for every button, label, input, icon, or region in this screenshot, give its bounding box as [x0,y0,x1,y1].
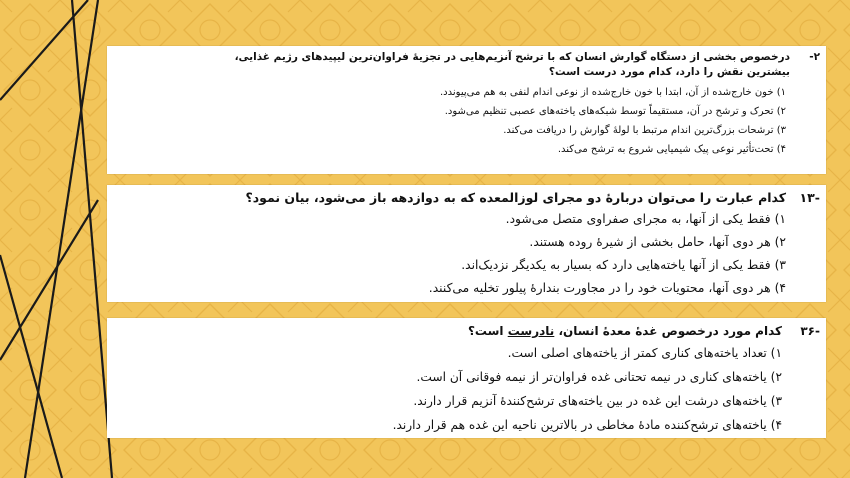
underlined-word: نادرست [507,324,555,338]
question-card-2 [107,46,826,174]
option-2: ۲) یاخته‌های کناری در نیمه تحتانی غده فراوان‌تر از نیمه فوقانی آن است. [416,370,782,384]
question-text: کدام عبارت را می‌توان دربارهٔ دو مجرای لوزالمعده که به دوازدهه باز می‌شود، بیان نمود؟ [245,190,786,205]
question-number: -۳۶ [800,324,820,338]
option-1: ۱) فقط یکی از آنها، به مجرای صفراوی متصل می‌شود. [505,212,786,226]
option-1: ۱) خون خارج‌شده از آن، ابتدا با خون خارج‌شده از نوعی اندام لنفی به هم می‌پیوندد. [440,87,786,98]
question-card-13 [107,185,826,302]
option-3: ۳) یاخته‌های درشت این غده در بین یاخته‌های ترشح‌کنندهٔ آنزیم قرار دارند. [413,394,782,408]
option-3: ۳) فقط یکی از آنها یاخته‌هایی دارد که بسیار به یکدیگر نزدیک‌اند. [461,258,786,272]
option-2: ۲) هر دوی آنها، حامل بخشی از شیرهٔ روده هستند. [529,235,786,249]
option-1: ۱) تعداد یاخته‌های کناری کمتر از یاخته‌های اصلی است. [507,346,782,360]
question-text-start: کدام مورد درخصوص غدهٔ معدهٔ انسان، [554,324,782,338]
question-36-stem [115,321,820,341]
option-3: ۳) ترشحات بزرگ‌ترین اندام مرتبط با لولهٔ گوارش را دریافت می‌کند. [503,125,786,136]
question-number: ۲- [809,51,820,63]
question-text-end: است؟ [467,324,508,338]
option-4: ۴) هر دوی آنها، محتویات خود را در مجاورت بندارهٔ پیلور تخلیه می‌کنند. [428,281,786,295]
question-number: -۱۳ [799,190,820,205]
question-card-36 [107,318,826,438]
option-4: ۴) یاخته‌های ترشح‌کننده مادهٔ مخاطی در بالاترین ناحیه این غده هم قرار دارند. [392,418,782,432]
option-2: ۲) تحرک و ترشح در آن، مستقیماً توسط شبکه‌های یاخته‌های عصبی تنظیم می‌شود. [444,106,786,117]
question-text: درخصوص بخشی از دستگاه گوارش انسان که با ترشح آنزیم‌هایی در تجزیهٔ فراوان‌ترین لیپیدهای رژیم غذایی، [234,51,790,63]
question-text [468,321,782,341]
option-4: ۴) تحت‌تأثیر نوعی پیک شیمیایی شروع به ترشح می‌کند. [557,144,786,155]
question-2-stem [115,50,820,65]
question-13-stem [115,188,820,208]
question-text-continued: بیشترین نقش را دارد، کدام مورد درست است؟ [548,66,790,78]
